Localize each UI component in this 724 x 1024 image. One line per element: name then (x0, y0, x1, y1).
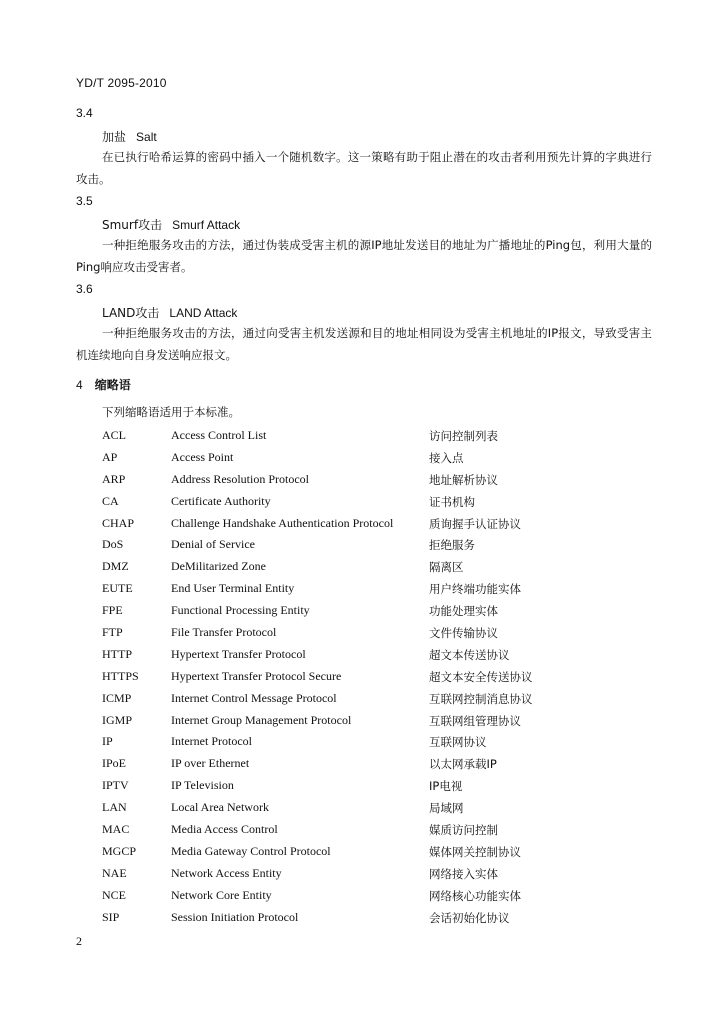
abbreviation: LAN (102, 800, 127, 815)
abbreviation: NCE (102, 887, 126, 902)
abbreviation-row (102, 470, 662, 492)
term-definition: 一种拒绝服务攻击的方法，通过向受害主机发送源和目的地址相同设为受害主机地址的IP报文，导致受害主机连续地向自身发送响应报文。 (76, 326, 652, 362)
abbreviation-row (102, 514, 662, 536)
term-en: LAND Attack (169, 306, 238, 320)
abbreviation: FPE (102, 603, 123, 618)
abbreviation-table (102, 426, 662, 929)
abbreviation-full-name: Local Area Network (171, 800, 269, 815)
abbreviation: NAE (102, 865, 127, 880)
abbreviation: IP (102, 734, 113, 749)
abbreviation-full-name: Session Initiation Protocol (171, 909, 299, 924)
abbreviation-full-name: Internet Group Management Protocol (171, 712, 352, 727)
abbreviation-row (102, 689, 662, 711)
abbreviation-row (102, 492, 662, 514)
abbreviation-row (102, 623, 662, 645)
abbreviation-row (102, 842, 662, 864)
abbreviation-row (102, 798, 662, 820)
abbreviation: AP (102, 449, 118, 464)
abbreviation-row (102, 557, 662, 579)
abbreviation: EUTE (102, 581, 133, 596)
abbreviation-chinese-name: 媒质访问控制 (429, 823, 498, 838)
abbreviation-full-name: Network Core Entity (171, 887, 272, 902)
abbreviation-chinese-name: 接入点 (429, 450, 464, 465)
term-number: 3.4 (76, 106, 93, 120)
term-zh: Smurf攻击 (102, 218, 163, 232)
abbreviation-chinese-name: 隔离区 (429, 560, 464, 575)
term-en: Salt (136, 130, 157, 144)
abbreviation-chinese-name: 网络核心功能实体 (429, 888, 521, 903)
term-title (102, 216, 240, 233)
abbreviation-full-name: Challenge Handshake Authentication Protocol (171, 515, 394, 530)
term-zh: 加盐 (102, 130, 127, 144)
abbreviation-full-name: Access Control List (171, 428, 267, 442)
abbreviation-row (102, 864, 662, 886)
term-zh: LAND攻击 (102, 306, 160, 320)
abbreviation-full-name: Address Resolution Protocol (171, 471, 309, 486)
term-definition: 在已执行哈希运算的密码中插入一个随机数字。这一策略有助于阻止潜在的攻击者利用预先计算的字典进行攻击。 (76, 150, 652, 186)
abbreviation: HTTP (102, 646, 132, 661)
section-number: 4 (76, 378, 83, 392)
abbreviation-row (102, 601, 662, 623)
abbreviation: CHAP (102, 515, 135, 530)
abbreviation-chinese-name: 局域网 (429, 801, 464, 816)
abbreviation-full-name: Denial of Service (171, 537, 255, 552)
abbreviation-full-name: DeMilitarized Zone (171, 559, 266, 574)
abbreviation: DMZ (102, 559, 129, 574)
abbreviation-row (102, 754, 662, 776)
abbreviation-chinese-name: 超文本安全传送协议 (429, 669, 533, 684)
abbreviation-full-name: Hypertext Transfer Protocol Secure (171, 668, 342, 683)
abbreviation-full-name: Media Access Control (171, 822, 278, 837)
abbreviation-chinese-name: 拒绝服务 (429, 538, 475, 553)
abbreviation-full-name: Functional Processing Entity (171, 603, 310, 618)
abbreviation-chinese-name: 用户终端功能实体 (429, 582, 521, 597)
abbreviation-chinese-name: 互联网协议 (429, 735, 487, 750)
abbreviation-row (102, 820, 662, 842)
abbreviation-full-name: IP over Ethernet (171, 756, 250, 771)
term-definition: 一种拒绝服务攻击的方法，通过伪装成受害主机的源IP地址发送目的地址为广播地址的Ping包，利用大量的Ping响应攻击受害者。 (76, 238, 652, 274)
term-en: Smurf Attack (172, 218, 241, 232)
abbreviation: IGMP (102, 712, 133, 727)
abbreviation: FTP (102, 625, 123, 640)
abbreviation-row (102, 426, 662, 448)
abbreviation-full-name: Access Point (171, 449, 234, 464)
abbreviation-row (102, 711, 662, 733)
abbreviation: IPTV (102, 778, 129, 793)
abbreviation-full-name: Network Access Entity (171, 865, 282, 880)
abbreviation-chinese-name: 互联网组管理协议 (429, 713, 521, 728)
abbreviation: CA (102, 493, 119, 508)
abbreviation-chinese-name: 媒体网关控制协议 (429, 844, 521, 859)
abbreviation-chinese-name: 会话初始化协议 (429, 910, 510, 925)
abbreviation-chinese-name: 访问控制列表 (429, 429, 498, 443)
abbreviation: DoS (102, 537, 124, 552)
term-title (102, 304, 237, 321)
abbreviation-full-name: End User Terminal Entity (171, 581, 295, 596)
abbreviation-full-name: IP Television (171, 778, 234, 793)
section-title: 缩略语 (94, 378, 131, 392)
abbreviation-row (102, 908, 662, 930)
abbreviation-chinese-name: 功能处理实体 (429, 604, 498, 619)
abbreviation-full-name: Hypertext Transfer Protocol (171, 646, 306, 661)
abbreviation-full-name: Internet Control Message Protocol (171, 690, 337, 705)
abbreviation: ARP (102, 471, 126, 486)
abbreviation-chinese-name: 文件传输协议 (429, 626, 498, 641)
abbreviation: MGCP (102, 843, 137, 858)
abbreviation-row (102, 448, 662, 470)
abbreviation-row (102, 535, 662, 557)
abbreviation-chinese-name: 证书机构 (429, 494, 475, 509)
page-number: 2 (76, 934, 82, 948)
abbreviation-row (102, 776, 662, 798)
abbreviation-chinese-name: 网络接入实体 (429, 866, 498, 881)
abbreviation-full-name: Media Gateway Control Protocol (171, 843, 331, 858)
abbreviation-chinese-name: 互联网控制消息协议 (429, 691, 533, 706)
abbreviation: HTTPS (102, 668, 139, 683)
term-title (102, 128, 157, 145)
abbreviation: ICMP (102, 690, 132, 705)
abbreviation-full-name: File Transfer Protocol (171, 625, 277, 640)
abbreviation-chinese-name: IP电视 (429, 779, 463, 794)
abbreviation: SIP (102, 909, 120, 924)
abbreviation-chinese-name: 地址解析协议 (429, 472, 498, 487)
abbreviation-row (102, 886, 662, 908)
standard-header: YD/T 2095-2010 (76, 76, 167, 90)
term-number: 3.5 (76, 194, 93, 208)
abbreviation-row (102, 579, 662, 601)
abbreviation-full-name: Certificate Authority (171, 493, 271, 508)
abbreviation-row (102, 732, 662, 754)
abbreviation-chinese-name: 以太网承载IP (429, 757, 497, 772)
abbreviation-chinese-name: 超文本传送协议 (429, 647, 510, 662)
section-heading (76, 376, 131, 393)
term-number: 3.6 (76, 282, 93, 296)
abbreviation-row (102, 645, 662, 667)
abbreviation: MAC (102, 822, 130, 837)
section-intro: 下列缩略语适用于本标准。 (102, 405, 240, 419)
abbreviation: IPoE (102, 756, 126, 771)
abbreviation-row (102, 667, 662, 689)
abbreviation-chinese-name: 质询握手认证协议 (429, 516, 521, 531)
abbreviation-full-name: Internet Protocol (171, 734, 252, 749)
abbreviation: ACL (102, 428, 126, 442)
